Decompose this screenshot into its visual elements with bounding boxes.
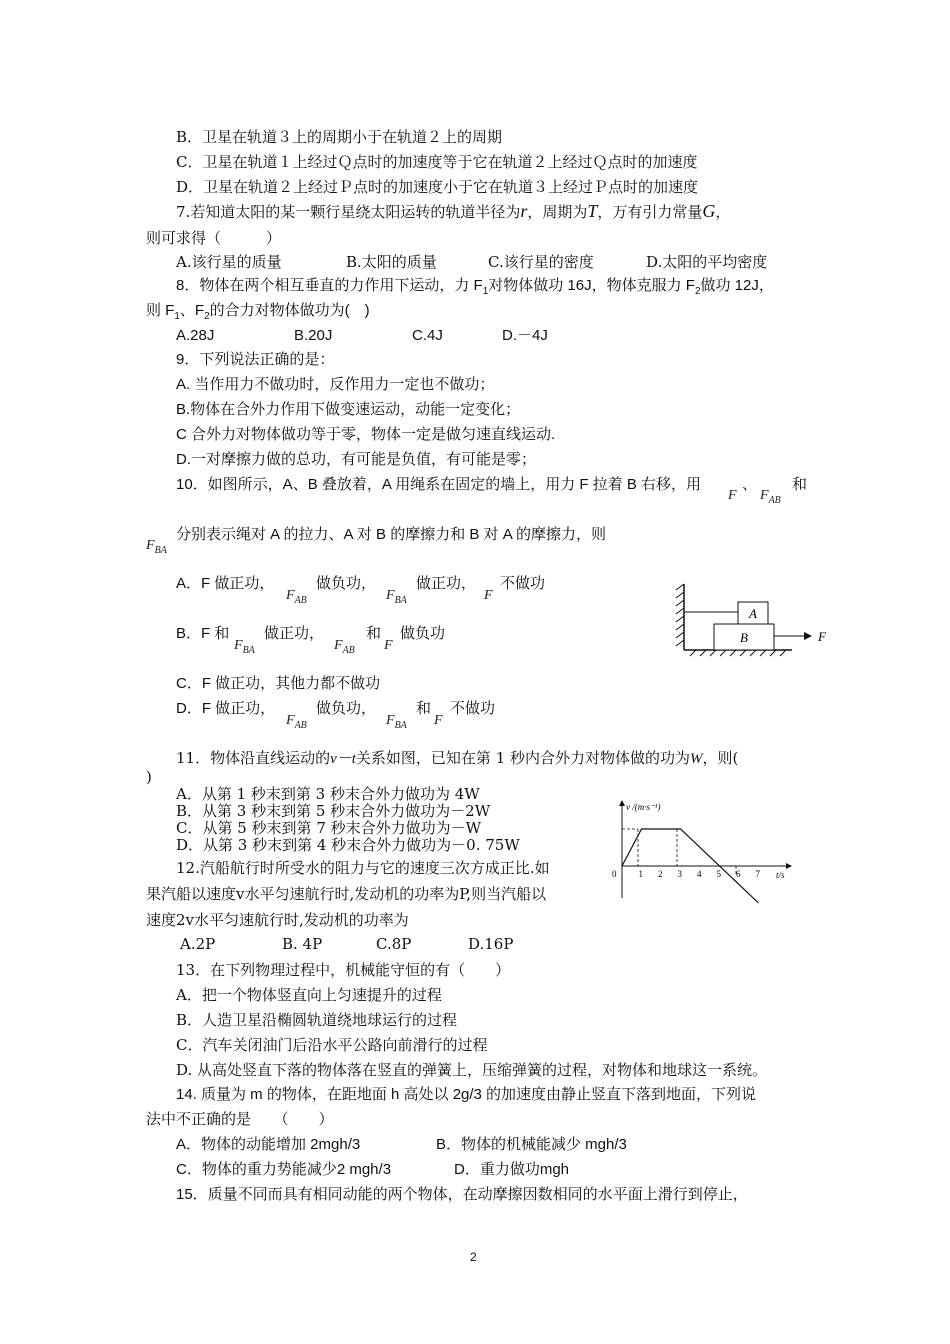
q10-option-b: B．F 和 (176, 625, 230, 642)
q14-stem-line2: 法中不正确的是 （ ） (146, 1111, 334, 1128)
block-b-label: B (740, 630, 748, 645)
q10-option-b-text4: 做负功 (400, 625, 446, 642)
q10-sym-fab: $F_{AB}$ (760, 488, 781, 506)
q7-option-c: C.该行星的密度 (488, 253, 594, 271)
v-axis-label: v /(m·s⁻¹) (626, 802, 661, 812)
q10-option-c: C．F 做正功，其他力都不做功 (176, 675, 381, 692)
q10-option-d-fba: $F_{BA}$ (386, 713, 407, 731)
q11-stem: 11．物体沿直线运动的v－t关系如图，已知在第 1 秒内合外力对物体做的功为W，则( (176, 749, 739, 767)
q10-option-b-text3: 和 (366, 625, 382, 642)
q9-option-a: A. 当作用力不做功时，反作用力一定也不做功； (176, 376, 495, 393)
q10-option-d: D．F 做正功， (176, 700, 276, 717)
tick-label-0: 0 (612, 869, 617, 879)
q10-option-b-fba: $F_{BA}$ (234, 638, 255, 656)
q10-and: 和 (792, 476, 808, 493)
page-number: 2 (470, 1250, 477, 1264)
q10-option-d-text4: 不做功 (450, 700, 496, 717)
q10-option-a-fab: $F_{AB}$ (286, 588, 307, 606)
q10-option-d-fp: F (434, 713, 443, 728)
q11-option-c: C．从第 5 秒末到第 7 秒末合外力做功为－W (176, 819, 482, 837)
q9-option-b: B.物体在合外力作用下做变速运动，动能一定变化； (176, 401, 521, 418)
q14-option-a: A．物体的动能增加 2mgh/3 (176, 1136, 361, 1153)
wall-hatch (676, 584, 684, 646)
q12-stem: 12.汽船航行时所受水的阻力与它的速度三次方成正比.如 (176, 859, 550, 877)
q8-option-a: A.28J (176, 327, 215, 344)
q10-option-a: A．F 做正功， (176, 575, 275, 592)
tick-label-5: 5 (716, 869, 721, 879)
q8-option-d: D.－4J (502, 327, 548, 344)
q12-option-b: B. 4P (282, 935, 323, 953)
q12-option-c: C.8P (376, 935, 412, 953)
q7-option-a: A.该行星的质量 (176, 253, 282, 271)
q11-vt-graph (610, 798, 798, 906)
q8-stem-line2: 则 $F_1$、$F_2$的合力对物体做功为( ) (146, 302, 370, 322)
q11-stem-line2: ) (146, 768, 152, 786)
q10-option-b-fp: F (384, 638, 393, 653)
q8-option-c: C.4J (412, 327, 443, 344)
q13-option-d: D. 从高处竖直下落的物体落在竖直的弹簧上，压缩弹簧的过程，对物体和地球这一系统。 (176, 1061, 768, 1079)
floor-hatch (690, 650, 786, 656)
q10-option-d-text3: 和 (416, 700, 432, 717)
q10-stem-line2: 分别表示绳对 A 的拉力、A 对 B 的摩擦力和 B 对 A 的摩擦力，则 (176, 526, 607, 543)
q10-sym-fba: $F_{BA}$ (146, 538, 167, 556)
q8-stem: 8．物体在两个相互垂直的力作用下运动，力 $F_1$对物体做功 16J，物体克服力 $F_2$做功 12J， (176, 277, 774, 297)
q14-option-b: B．物体的机械能减少 mgh/3 (436, 1136, 627, 1153)
q7-stem-line2: 则可求得（ ） (146, 229, 282, 247)
tick-label-2: 2 (658, 869, 663, 879)
q10-block-diagram (672, 580, 832, 660)
tick-label-7: 7 (755, 869, 760, 879)
q13-option-b: B．人造卫星沿椭圆轨道绕地球运行的过程 (176, 1011, 458, 1029)
q10-option-a-fba: $F_{BA}$ (386, 588, 407, 606)
tick-label-6: 6 (736, 869, 741, 879)
q10-option-a-text4: 不做功 (500, 575, 546, 592)
t-axis-ticks (612, 869, 761, 879)
q11-option-a: A．从第 1 秒末到第 3 秒末合外力做功为 4W (176, 785, 480, 803)
q12-stem-line3: 速度2v水平匀速航行时,发动机的功率为 (146, 911, 409, 929)
tick-label-3: 3 (677, 869, 682, 879)
t-axis-label: t/s (776, 870, 785, 880)
q7-option-d: D.太阳的平均密度 (646, 253, 768, 271)
q8-option-b: B.20J (294, 327, 333, 344)
q13-stem: 13．在下列物理过程中，机械能守恒的有（ ） (176, 961, 511, 979)
q10-option-a-text2: 做负功， (316, 575, 377, 592)
v-axis-arrow (619, 800, 625, 806)
force-label: F (818, 629, 826, 644)
q12-stem-line2: 果汽船以速度v水平匀速航行时,发动机的功率为P,则当汽船以 (146, 885, 547, 903)
q11-option-b: B．从第 3 秒末到第 5 秒末合外力做功为－2W (176, 802, 491, 820)
q10-comma: 、 (742, 476, 758, 493)
q10-sym-f-prime: F (728, 488, 737, 503)
q13-option-a: A．把一个物体竖直向上匀速提升的过程 (176, 986, 442, 1004)
q7-option-b: B.太阳的质量 (346, 253, 437, 271)
q10-option-a-fp: F (484, 588, 493, 603)
force-arrowhead (804, 632, 812, 640)
q6-option-b: B．卫星在轨道３上的周期小于在轨道２上的周期 (176, 128, 503, 146)
tick-label-4: 4 (697, 869, 702, 879)
q6-option-d: D．卫星在轨道２上经过Ｐ点时的加速度小于它在轨道３上经过Ｐ点时的加速度 (176, 178, 699, 196)
q9-stem: 9．下列说法正确的是： (176, 351, 335, 368)
q7-stem: 7.若知道太阳的某一颗行星绕太阳运转的轨道半径为r，周期为T，万有引力常量G， (176, 201, 731, 221)
q14-stem: 14. 质量为 m 的物体，在距地面 h 高处以 2g/3 的加速度由静止竖直下落到地面，下列说 (176, 1086, 757, 1103)
q10-option-b-fab: $F_{AB}$ (334, 638, 355, 656)
q10-option-a-text3: 做正功， (416, 575, 477, 592)
q12-option-d: D.16P (468, 935, 514, 953)
t-axis-arrow (786, 863, 792, 869)
q6-option-c: C．卫星在轨道１上经过Ｑ点时的加速度等于它在轨道２上经过Ｑ点时的加速度 (176, 153, 698, 171)
q14-option-d: D．重力做功mgh (454, 1161, 570, 1178)
tick-label-1: 1 (638, 869, 643, 879)
q10-stem: 10．如图所示，A、B 叠放着，A 用绳系在固定的墙上，用力 F 拉着 B 右移，用 (176, 476, 702, 493)
q13-option-c: C．汽车关闭油门后沿水平公路向前滑行的过程 (176, 1036, 488, 1054)
q14-option-c: C．物体的重力势能减少2 mgh/3 (176, 1161, 392, 1178)
q9-option-c: C 合外力对物体做功等于零，物体一定是做匀速直线运动. (176, 426, 556, 443)
q10-option-b-text2: 做正功， (264, 625, 325, 642)
q15-stem: 15．质量不同而具有相同动能的两个物体，在动摩擦因数相同的水平面上滑行到停止， (176, 1186, 748, 1203)
q10-option-d-text2: 做负功， (316, 700, 377, 717)
q9-option-d: D.一对摩擦力做的总功，有可能是负值，有可能是零； (176, 451, 537, 468)
block-a-label: A (749, 606, 757, 621)
q10-option-d-fab: $F_{AB}$ (286, 713, 307, 731)
q12-option-a: A.2P (180, 935, 216, 953)
q11-option-d: D．从第 3 秒末到第 4 秒末合外力做功为－0. 75W (176, 836, 520, 854)
